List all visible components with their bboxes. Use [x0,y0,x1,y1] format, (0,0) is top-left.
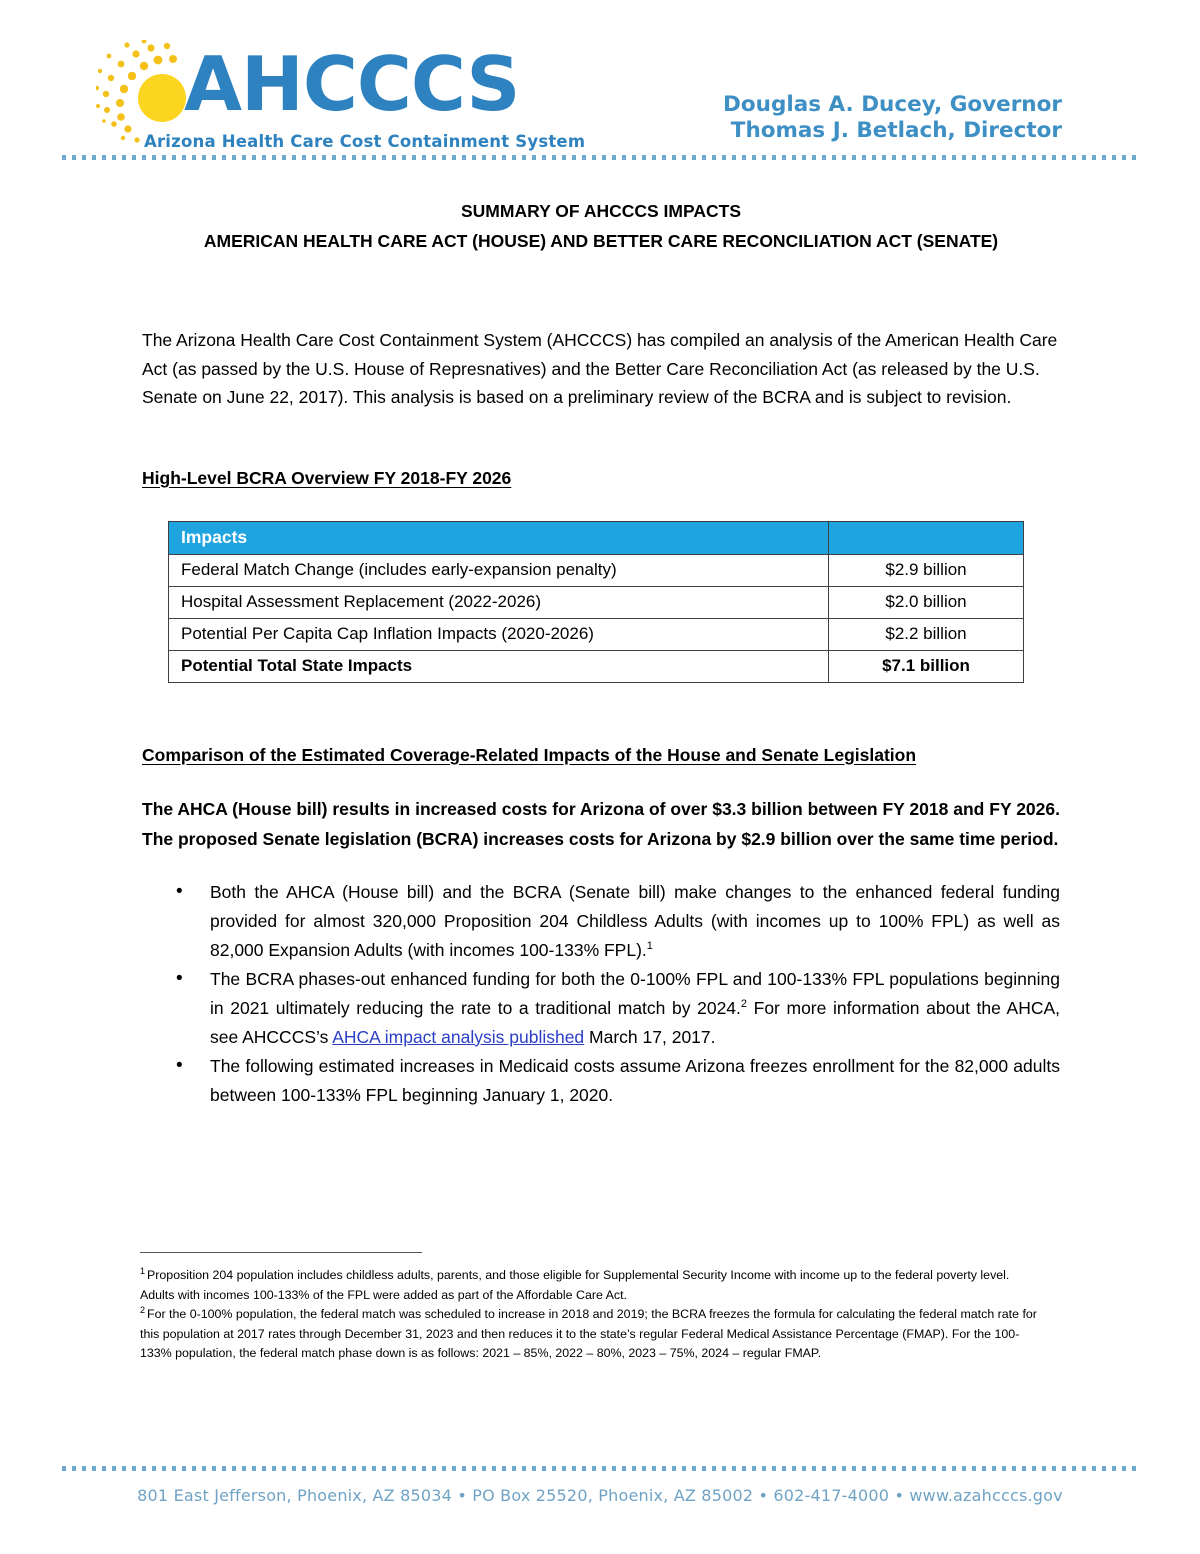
footnotes-section [140,1252,1045,1364]
title-line-2: AMERICAN HEALTH CARE ACT (HOUSE) AND BETTER CARE RECONCILIATION ACT (SENATE) [203,231,999,251]
table-row [169,618,1024,650]
officials-block [723,92,1062,144]
column-header-value [829,521,1024,554]
row-value: $2.0 billion [829,586,1024,618]
bullet-text-after: March 17, 2017. [584,1026,716,1047]
bullet-text-middle: For more information about the AHCA, see AHCCCS’s [210,997,1061,1047]
ahcccs-logo [96,38,586,153]
footer-dotted-divider [62,1466,1140,1471]
row-value: $7.1 billion [829,650,1024,682]
footnote-ref-1: 1 [646,939,653,952]
table-header-row [169,521,1024,554]
list-item [142,878,1060,965]
logo-tagline: Arizona Health Care Cost Containment System [144,132,586,151]
footnote-1 [140,1266,1045,1305]
footer-address: 801 East Jefferson, Phoenix, AZ 85034 • PO Box 25520, Phoenix, AZ 85002 • 602-417-4000 • www.azahcccs.gov [137,1486,1063,1505]
comparison-section-heading: Comparison of the Estimated Coverage-Related Impacts of the House and Senate Legislation [142,744,917,765]
row-value: $2.9 billion [829,554,1024,586]
bullet-list [142,878,1060,1110]
footnote-2 [140,1305,1045,1364]
impacts-table-container [168,521,1024,683]
lead-paragraph: The AHCA (House bill) results in increased costs for Arizona of over $3.3 billion between FY 2018 and FY 2026. The proposed Senate legislation (BCRA) increases costs for Arizona by $2.9 billion over the same time period. [142,798,1060,849]
footnote-2-text: For the 0-100% population, the federal match was scheduled to increase in 2018 and 2019; the BCRA freezes the formula for calculating the federal match rate for this population at 2017 rates through December 31, 2023 and then reduces it to the state’s regular Federal Medical Assistance Percentage (FMAP). For the 100-133% population, the federal match phase down is as follows: 2021 – 85%, 2022 – 80%, 2023 – 75%, 2024 – regular FMAP. [140,1307,1037,1360]
page-title [142,196,1060,256]
director-name: Thomas J. Betlach, Director [730,118,1062,143]
list-item [142,965,1060,1052]
governor-name: Douglas A. Ducey, Governor [723,92,1062,117]
row-label: Federal Match Change (includes early-expansion penalty) [169,554,829,586]
page-header [0,0,1200,168]
footnote-ref-2: 2 [740,997,748,1010]
impacts-table [168,521,1024,683]
header-dotted-divider [62,155,1140,160]
title-line-1: SUMMARY OF AHCCCS IMPACTS [461,201,741,221]
row-value: $2.2 billion [829,618,1024,650]
footnote-separator [140,1252,422,1253]
footnote-marker-2: 2 [140,1304,146,1315]
column-header-impacts: Impacts [169,521,829,554]
table-row-total [169,650,1024,682]
table-row [169,586,1024,618]
bullet-text: The BCRA phases-out enhanced funding for both the 0-100% FPL and 100-133% FPL populations beginning in 2021 ultimately reducing the rate to a traditional match by 2024. [210,968,1060,1018]
intro-paragraph: The Arizona Health Care Cost Containment System (AHCCCS) has compiled an analysis of the American Health Care Act (as passed by the U.S. House of Represnatives) and the Better Care Reconciliation Act (as released by the U.S. Senate on June 22, 2017). This analysis is based on a preliminary review of the BCRA and is subject to revision. [142,330,1058,407]
row-label: Potential Per Capita Cap Inflation Impacts (2020-2026) [169,618,829,650]
overview-section-heading: High-Level BCRA Overview FY 2018-FY 2026 [142,467,512,488]
document-body [142,196,1060,1110]
footnote-marker-1: 1 [140,1265,146,1276]
logo-wordmark: AHCCCS [184,40,520,128]
bullet-text: Both the AHCA (House bill) and the BCRA (Senate bill) make changes to the enhanced federal funding provided for almost 320,000 Proposition 204 Childless Adults (with incomes up to 100% FPL) as well as 82,000 Expansion Adults (with incomes 100-133% FPL). [210,881,1060,960]
bullet-text: The following estimated increases in Medicaid costs assume Arizona freezes enrollment for the 82,000 adults between 100-133% FPL beginning January 1, 2020. [210,1055,1060,1105]
table-row [169,554,1024,586]
list-item [142,1052,1060,1110]
footnote-1-text: Proposition 204 population includes childless adults, parents, and those eligible for Supplemental Security Income with income up to the federal poverty level. Adults with incomes 100-133% of the FPL were added as part of the Affordable Care Act. [140,1268,1010,1302]
row-label: Hospital Assessment Replacement (2022-2026) [169,586,829,618]
ahca-impact-analysis-link[interactable]: AHCA impact analysis published [332,1026,585,1047]
row-label: Potential Total State Impacts [169,650,829,682]
